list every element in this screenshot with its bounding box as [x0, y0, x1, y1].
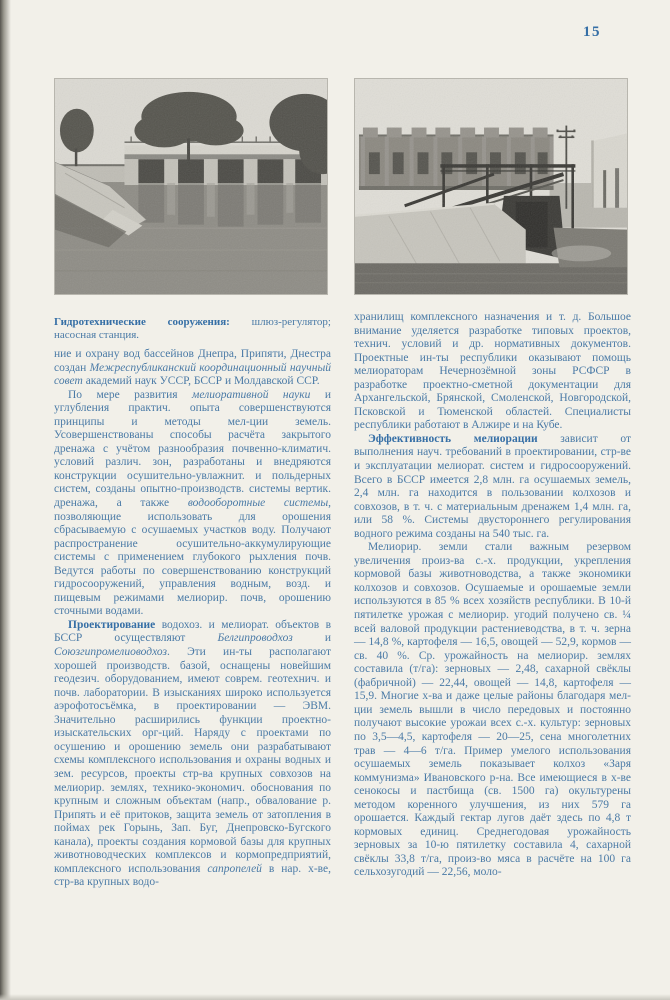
paragraph: По мере развития мелиоративной науки и углубления практич. опыта совершенствуются принципы и методы мел-ции земель. Усовершенствованы способы расчёта закрытого дренажа с учётом разнообразия почвенно-климатич. условий различ. зон, разработаны и внедряются конструкции осушительно-увлажнит. и польдерных систем, созданы опытно-производств. системы вертик. дренажа, а также водооборотные системы, позволяющие использовать для орошения сбрасываемую с осушаемых участков воду. Получают распространение осушительно-аккумулирующие системы с применением глубокого рыхления почв. Ведутся работы по совершенствованию конструкций гидросооружений, управления водным, возд. и пищевым режимами мелиорир. почв, орошению сточными водами. [54, 388, 332, 618]
page-number: 15 [583, 24, 601, 40]
text-column-right [354, 311, 631, 911]
page-bottom-edge [0, 994, 670, 1000]
photo-sluice-regulator [54, 78, 328, 295]
photo-pumping-station-illustration [355, 79, 627, 294]
photo-pumping-station [354, 78, 628, 295]
book-binding-shadow [0, 0, 11, 1000]
caption-text: шлюз-регулятор; насосная станция. [54, 316, 331, 341]
paragraph: ние и охрану вод бассейнов Днепра, Припяти, Днестра создан Межреспубликанский координационный научный совет академий наук УССР, БССР и Молдавской ССР. [54, 348, 331, 388]
caption-bold: Гидротехнические сооружения: [54, 316, 230, 328]
paragraph: хранилищ комплексного назначения и т. д. Большое внимание уделяется разработке типовых проектов, технич. условий и др. нормативных документов. Проектные ин-ты республики оказывают помощь мелиораторам Нечернозёмной зоны РСФСР в разработке проектно-сметной документации для Архангельской, Брянской, Смоленской, Новгородской, Псковской и Тюменской областей. Специалисты республики работают в Алжире и на Кубе. [354, 311, 631, 432]
paragraph: Эффективность мелиорации зависит от выполнения науч. требований в проектировании, стр-ве и эксплуатации мелиорат. систем и гидросооружений. Всего в БССР имеется 2,8 млн. га осушаемых земель, 2,4 млн. га находится в пользовании колхозов и совхозов, в т. ч. с материальным дренажем 1,4 млн. га, или 58 %. Системы двустороннего регулирования водного режима созданы на 540 тыс. га. [354, 432, 631, 540]
photo-caption [54, 316, 331, 342]
photo-sluice-regulator-illustration [55, 79, 327, 294]
text-column-left [54, 348, 331, 908]
paragraph: Мелиорир. земли стали важным резервом увеличения произ-ва с.-х. продукции, укрепления кормовой базы животноводства, а также экономики колхозов и совхозов. Осушаемые и орошаемые земли используются в 85 % всех хозяйств республики. В 10-й пятилетке урожая с мелиорир. угодий получено св. ¼ всей валовой продукции растениеводства, в т. ч. зерна — 14,8 %, картофеля — 16,5, овощей — 52,9, кормов — св. 40 %. Ср. урожайность на мелиорир. землях составила (т/га): зерновых — 2,48, сахарной свёклы (фабричной) — 22,44, овощей — 14,8, картофеля — 15,9. Многие х-ва и даже целые районы благодаря мел-ции земель вышли в число передовых и постоянно получают высокие урожаи всех с.-х. культур: зерновых по 3,5—4,5, картофеля — 20—25, сена многолетних трав — 4—6 т/га. Пример умелого использования осушаемых земель показывает колхоз «Заря коммунизма» Ивановского р-на. Все имеющиеся в х-ве сенокосы и пастбища (св. 1500 га) окультурены методом коренного улучшения, из них 579 га орошается. Каждый гектар лугов даёт здесь по 4,8 т кормовых единиц. Среднегодовая урожайность зерновых за 10-ю пятилетку составила 4, сахарной свёклы 33,8 т/га, произ-во мяса в расчёте на 100 га сельхозугодий — 22,56, моло- [354, 541, 631, 879]
paragraph: Проектирование водохоз. и мелиорат. объектов в БССР осуществляют Белгипроводхоз и Союзгипромелиоводхоз. Эти ин-ты располагают хорошей производств. базой, оснащены новейшим геодезич. оборудованием, имеют соврем. геотехнич. и почв. лаборатории. В изысканиях широко используется аэрофотосъёмка, в проектировании — ЭВМ. Значительно расширились функции проектно-изыскательских орг-ций. Наряду с проектами по осушению и орошению земель они разрабатывают схемы комплексного использования и охраны водных и зем. ресурсов, проекты стр-ва крупных совхозов на мелиорир. землях, технико-экономич. обоснования по крупным и сложным объектам (напр., обвалование р. Припять и её притоков, защита земель от затопления в поймах рек Горынь, Зап. Буг, Днепровско-Бугского канала), проекты создания кормовой базы для крупных животноводческих комплексов и кормопредприятий, комплексного использования сапропелей в нар. х-ве, стр-ва крупных водо- [54, 618, 331, 889]
